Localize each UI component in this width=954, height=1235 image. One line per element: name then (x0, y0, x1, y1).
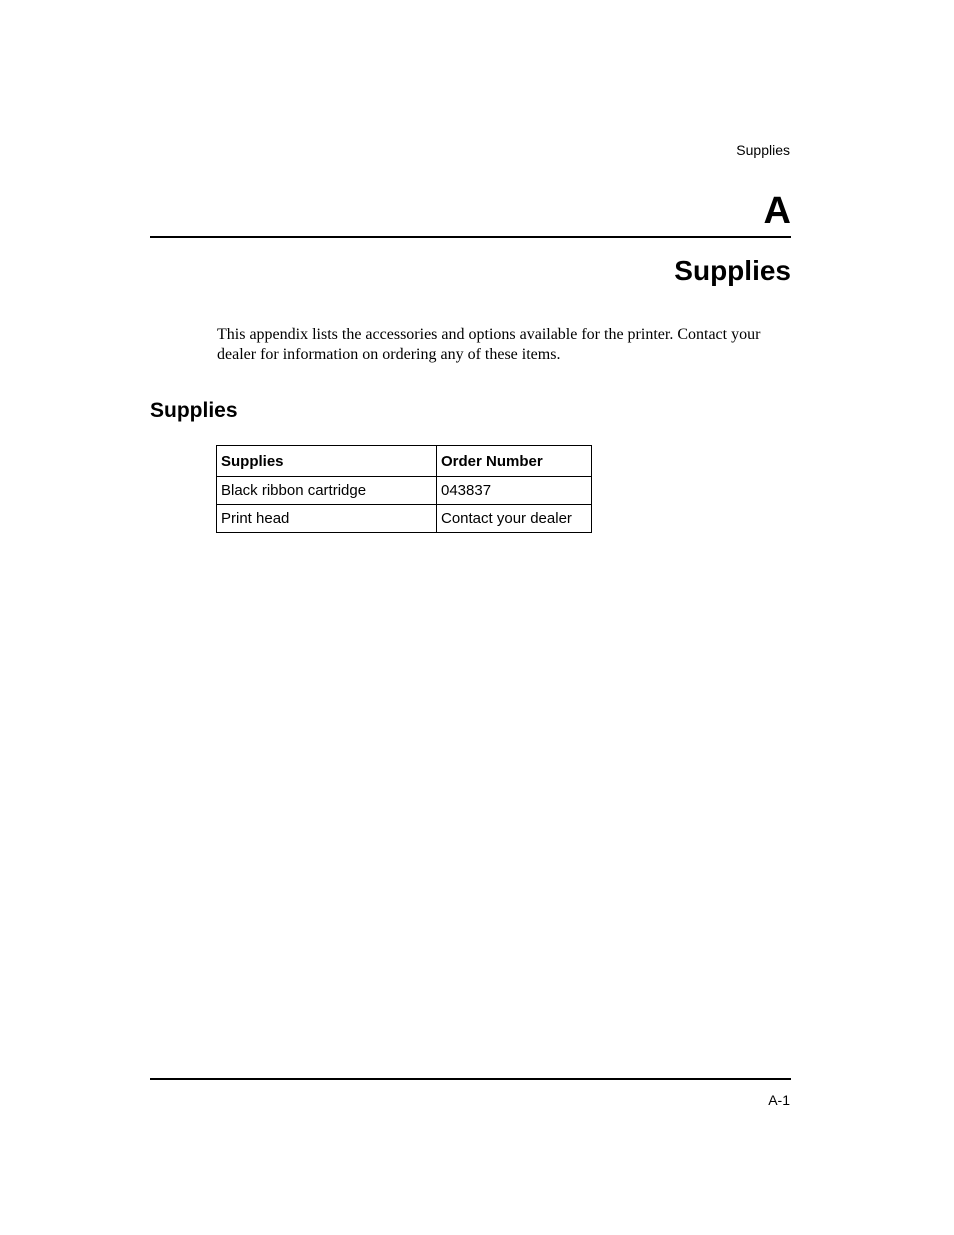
table-row (217, 477, 592, 505)
running-header: Supplies (736, 142, 790, 158)
column-header-order-number: Order Number (437, 446, 592, 477)
table-cell-supply: Print head (217, 505, 437, 533)
intro-paragraph: This appendix lists the accessories and options available for the printer. Contact your dealer for information on ordering any of these items. (217, 326, 761, 363)
chapter-title: Supplies (674, 255, 791, 286)
chapter-letter: A (763, 190, 791, 232)
top-rule (150, 236, 791, 238)
supplies-table (216, 445, 592, 533)
section-heading: Supplies (150, 399, 238, 422)
page-number: A-1 (768, 1092, 790, 1108)
bottom-rule (150, 1078, 791, 1080)
table-header-row (217, 446, 592, 477)
table-cell-order-number: Contact your dealer (437, 505, 592, 533)
table-row (217, 505, 592, 533)
table-cell-supply: Black ribbon cartridge (217, 477, 437, 505)
table-cell-order-number: 043837 (437, 477, 592, 505)
column-header-supplies: Supplies (217, 446, 437, 477)
